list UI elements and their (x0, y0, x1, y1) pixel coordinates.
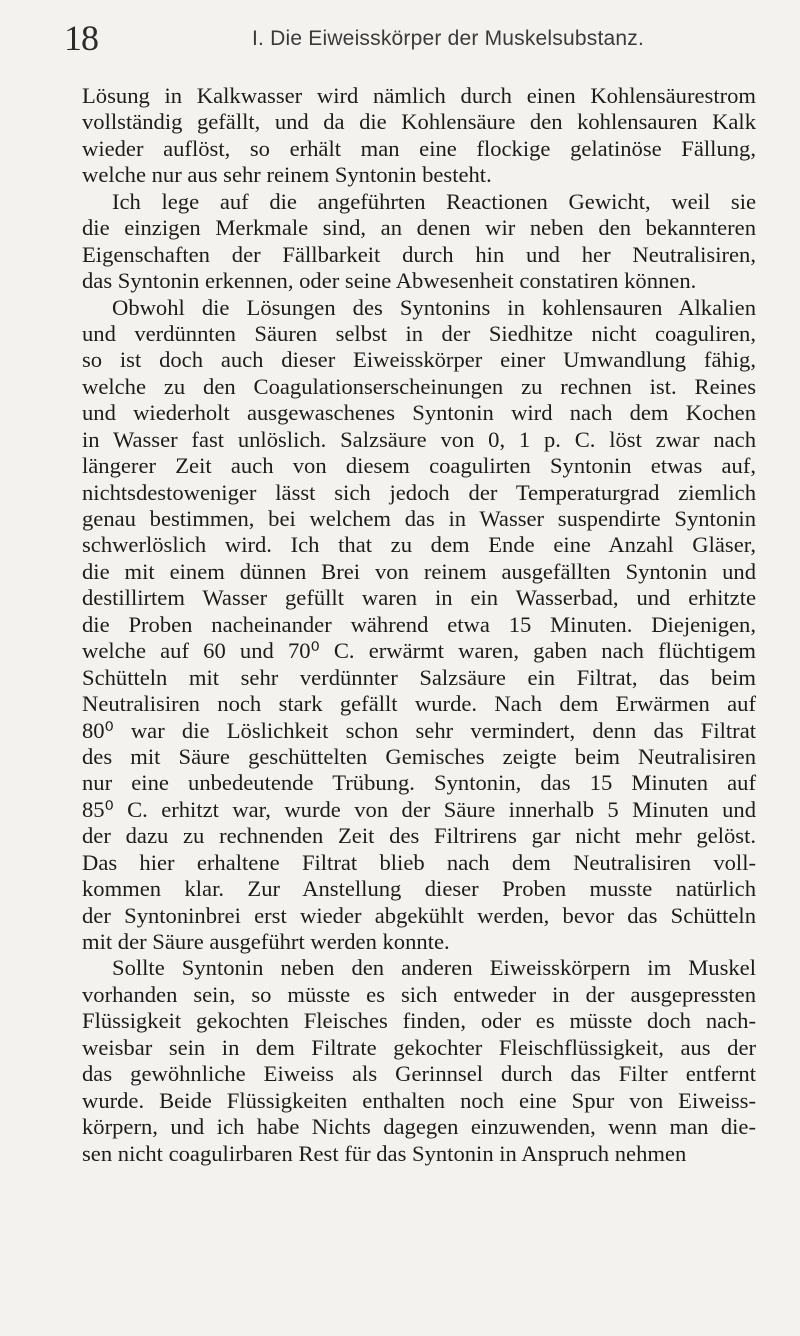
text-line: die Proben nacheinander während etwa 15 Minuten. Diejenigen, (82, 611, 756, 637)
text-line: und verdünnten Säuren selbst in der Siedhitze nicht coaguliren, (82, 320, 756, 346)
text-line: Ich lege auf die angeführten Reactionen Gewicht, weil sie (112, 188, 756, 214)
text-line: der dazu zu rechnenden Zeit des Filtrirens gar nicht mehr gelöst. (82, 823, 756, 849)
text-line: vollständig gefällt, und da die Kohlensäure den kohlensauren Kalk (82, 109, 756, 135)
text-line: wurde. Beide Flüssigkeiten enthalten noch eine Spur von Eiweiss- (82, 1087, 756, 1113)
text-line: kommen klar. Zur Anstellung dieser Proben musste natürlich (82, 876, 756, 902)
running-head: I. Die Eiweisskörper der Muskelsubstanz. (252, 27, 644, 50)
text-line: so ist doch auch dieser Eiweisskörper einer Umwandlung fähig, (82, 347, 756, 373)
text-line: sen nicht coagulirbaren Rest für das Syntonin in Anspruch nehmen (82, 1140, 687, 1166)
text-line: mit der Säure ausgeführt werden konnte. (82, 929, 450, 954)
page-number: 18 (64, 18, 98, 58)
text-line: in Wasser fast unlöslich. Salzsäure von 0, 1 p. C. löst zwar nach (82, 426, 756, 452)
paragraph (82, 955, 756, 1167)
page-header (64, 14, 764, 62)
paragraph (82, 295, 756, 956)
text-line: längerer Zeit auch von diesem coagulirten Syntonin etwas auf, (82, 453, 756, 479)
text-line: Eigenschaften der Fällbarkeit durch hin und her Neutralisiren, (82, 241, 756, 267)
text-line: wieder auflöst, so erhält man eine flockige gelatinöse Fällung, (82, 135, 756, 161)
paragraph (82, 83, 756, 189)
text-line: das gewöhnliche Eiweiss als Gerinnsel durch das Filter entfernt (82, 1061, 756, 1087)
text-line: und wiederholt ausgewaschenes Syntonin wird nach dem Kochen (82, 400, 756, 426)
text-line: körpern, und ich habe Nichts dagegen einzuwenden, wenn man die- (82, 1114, 756, 1140)
paragraph (82, 189, 756, 295)
body-text (82, 83, 756, 1167)
text-line: Sollte Syntonin neben den anderen Eiweisskörpern im Muskel (112, 955, 756, 981)
text-line: Flüssigkeit gekochten Fleisches finden, oder es müsste doch nach- (82, 1008, 756, 1034)
text-line: die einzigen Merkmale sind, an denen wir neben den bekannteren (82, 215, 756, 241)
text-line: der Syntoninbrei erst wieder abgekühlt werden, bevor das Schütteln (82, 902, 756, 928)
text-line: nichtsdestoweniger lässt sich jedoch der Temperaturgrad ziemlich (82, 479, 756, 505)
text-line: welche auf 60 und 70⁰ C. erwärmt waren, gaben nach flüchtigem (82, 638, 756, 664)
text-line: das Syntonin erkennen, oder seine Abwesenheit constatiren können. (82, 268, 697, 294)
text-line: vorhanden sein, so müsste es sich entweder in der ausgepressten (82, 981, 756, 1007)
text-line: genau bestimmen, bei welchem das in Wasser suspendirte Syntonin (82, 506, 756, 531)
text-line: welche zu den Coagulationserscheinungen zu rechnen ist. Reines (82, 373, 756, 399)
text-line: welche nur aus sehr reinem Syntonin besteht. (82, 162, 492, 188)
text-line: nur eine unbedeutende Trübung. Syntonin, das 15 Minuten auf (82, 770, 756, 796)
text-line: weisbar sein in dem Filtrate gekochter Fleischflüssigkeit, aus der (82, 1034, 756, 1060)
text-line: Obwohl die Lösungen des Syntonins in kohlensauren Alkalien (112, 294, 756, 320)
text-line: Neutralisiren noch stark gefällt wurde. Nach dem Erwärmen auf (82, 691, 756, 717)
text-line: 80⁰ war die Löslichkeit schon sehr vermindert, denn das Filtrat (82, 717, 756, 743)
text-line: schwerlöslich wird. Ich that zu dem Ende eine Anzahl Gläser, (82, 532, 756, 558)
text-line: Schütteln mit sehr verdünnter Salzsäure ein Filtrat, das beim (82, 664, 756, 690)
text-line: des mit Säure geschüttelten Gemisches zeigte beim Neutralisiren (82, 743, 756, 769)
text-line: Lösung in Kalkwasser wird nämlich durch einen Kohlensäurestrom (82, 83, 756, 108)
text-line: destillirtem Wasser gefüllt waren in ein Wasserbad, und erhitzte (82, 585, 756, 611)
text-line: Das hier erhaltene Filtrat blieb nach dem Neutralisiren voll- (82, 849, 756, 875)
text-line: die mit einem dünnen Brei von reinem ausgefällten Syntonin und (82, 558, 756, 584)
text-line: 85⁰ C. erhitzt war, wurde von der Säure innerhalb 5 Minuten und (82, 796, 756, 822)
